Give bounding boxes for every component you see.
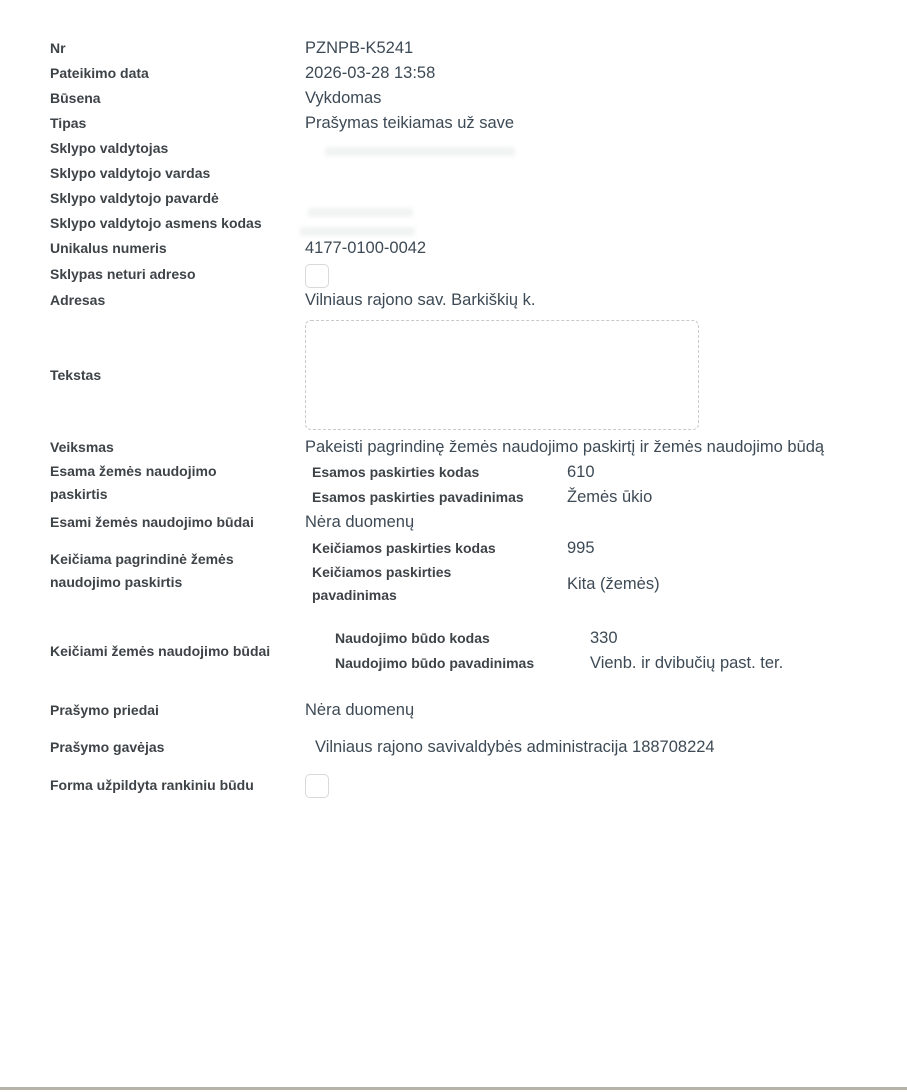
prasymo-gavejas-value: Vilniaus rajono savivaldybės administracija 188708224 bbox=[315, 738, 715, 756]
valdytojo-pavarde-label: Sklypo valdytojo pavardė bbox=[50, 190, 219, 206]
veiksmas-label: Veiksmas bbox=[50, 439, 114, 455]
naudojimo-pavadinimas-value: Vienb. ir dvibučių past. ter. bbox=[590, 654, 784, 672]
keiciamos-kodas-value: 995 bbox=[567, 538, 595, 557]
unikalus-numeris-value: 4177-0100-0042 bbox=[305, 239, 427, 257]
redacted-pavarde-value bbox=[308, 208, 413, 217]
prasymo-gavejas-label: Prašymo gavėjas bbox=[50, 739, 165, 755]
naudojimo-kodas-label: Naudojimo būdo kodas bbox=[335, 630, 490, 646]
pateikimo-data-value: 2026-03-28 13:58 bbox=[305, 64, 436, 82]
veiksmas-value: Pakeisti pagrindinę žemės naudojimo paskirtį ir žemės naudojimo būdą bbox=[305, 438, 825, 456]
valdytojo-vardas-label: Sklypo valdytojo vardas bbox=[50, 165, 211, 181]
field-esami-budai bbox=[50, 510, 907, 535]
keiciami-budai-label: Keičiami žemės naudojimo būdai bbox=[50, 642, 271, 659]
esama-paskirtis-label: Esama žemės naudojimo paskirtis bbox=[50, 463, 217, 502]
keiciama-paskirtis-subrows bbox=[305, 535, 660, 607]
naudojimo-kodas-value: 330 bbox=[590, 629, 618, 647]
esamos-kodas-label: Esamos paskirties kodas bbox=[312, 464, 480, 480]
field-valdytojo-asmens-kodas bbox=[50, 211, 907, 236]
forma-uzpildyta-label: Forma užpildyta rankiniu būdu bbox=[50, 777, 254, 793]
esami-budai-label: Esami žemės naudojimo būdai bbox=[50, 514, 254, 530]
subrow-keiciamos-kodas bbox=[305, 535, 660, 561]
prasymo-priedai-value: Nėra duomenų bbox=[305, 701, 415, 719]
field-sklypas-neturi-adreso bbox=[50, 261, 907, 288]
nr-label: Nr bbox=[50, 40, 66, 56]
field-tipas bbox=[50, 111, 907, 136]
field-prasymo-priedai bbox=[50, 698, 907, 723]
esamos-pavadinimas-value: Žemės ūkio bbox=[567, 488, 653, 506]
keiciami-budai-subrows bbox=[305, 626, 783, 676]
subrow-esamos-pavadinimas bbox=[305, 485, 652, 510]
sklypo-valdytojas-label: Sklypo valdytojas bbox=[50, 140, 169, 156]
group-esama-paskirtis bbox=[50, 460, 907, 510]
keiciama-paskirtis-label: Keičiama pagrindinė žemės naudojimo paskirtis bbox=[50, 551, 234, 590]
field-nr bbox=[50, 36, 907, 61]
esamos-kodas-value: 610 bbox=[567, 463, 595, 481]
field-prasymo-gavejas bbox=[50, 735, 907, 760]
keiciamos-pavadinimas-label: Keičiamos paskirties pavadinimas bbox=[312, 564, 452, 603]
field-forma-uzpildyta bbox=[50, 773, 907, 798]
sklypas-neturi-adreso-label: Sklypas neturi adreso bbox=[50, 266, 196, 282]
esami-budai-value: Nėra duomenų bbox=[305, 513, 415, 531]
tekstas-label: Tekstas bbox=[50, 366, 102, 383]
bottom-window-edge bbox=[0, 1087, 907, 1090]
tipas-value: Prašymas teikiamas už save bbox=[305, 114, 515, 132]
busena-value: Vykdomas bbox=[305, 89, 382, 107]
busena-label: Būsena bbox=[50, 90, 101, 106]
pateikimo-data-label: Pateikimo data bbox=[50, 65, 149, 81]
tekstas-textarea[interactable] bbox=[305, 320, 699, 430]
naudojimo-pavadinimas-label: Naudojimo būdo pavadinimas bbox=[335, 655, 535, 671]
field-valdytojo-pavarde bbox=[50, 186, 907, 211]
field-busena bbox=[50, 86, 907, 111]
subrow-keiciamos-pavadinimas bbox=[305, 561, 660, 607]
field-unikalus-numeris bbox=[50, 236, 907, 261]
nr-value: PZNPB-K5241 bbox=[305, 39, 414, 57]
subrow-esamos-kodas bbox=[305, 460, 652, 485]
field-tekstas bbox=[50, 320, 907, 430]
valdytojo-asmens-kodas-label: Sklypo valdytojo asmens kodas bbox=[50, 215, 262, 231]
esamos-pavadinimas-label: Esamos paskirties pavadinimas bbox=[312, 489, 524, 505]
forma-uzpildyta-checkbox[interactable] bbox=[305, 774, 329, 798]
prasymo-priedai-label: Prašymo priedai bbox=[50, 702, 159, 718]
tipas-label: Tipas bbox=[50, 115, 87, 131]
subrow-naudojimo-pavadinimas bbox=[305, 651, 783, 676]
adresas-label: Adresas bbox=[50, 292, 106, 308]
group-keiciami-budai bbox=[50, 626, 907, 676]
field-valdytojo-vardas bbox=[50, 161, 907, 186]
keiciamos-pavadinimas-value: Kita (žemės) bbox=[567, 574, 660, 593]
group-keiciama-paskirtis bbox=[50, 535, 907, 607]
subrow-naudojimo-kodas bbox=[305, 626, 783, 651]
redacted-asmens-kodas-value bbox=[300, 227, 415, 236]
field-veiksmas bbox=[50, 435, 907, 460]
keiciamos-kodas-label: Keičiamos paskirties kodas bbox=[312, 539, 496, 556]
redacted-valdytojas-value bbox=[325, 147, 515, 156]
unikalus-numeris-label: Unikalus numeris bbox=[50, 240, 167, 256]
sklypas-neturi-adreso-checkbox[interactable] bbox=[305, 264, 329, 288]
field-pateikimo-data bbox=[50, 61, 907, 86]
field-adresas bbox=[50, 288, 907, 313]
esama-paskirtis-subrows bbox=[305, 460, 652, 510]
adresas-value: Vilniaus rajono sav. Barkiškių k. bbox=[305, 291, 536, 309]
